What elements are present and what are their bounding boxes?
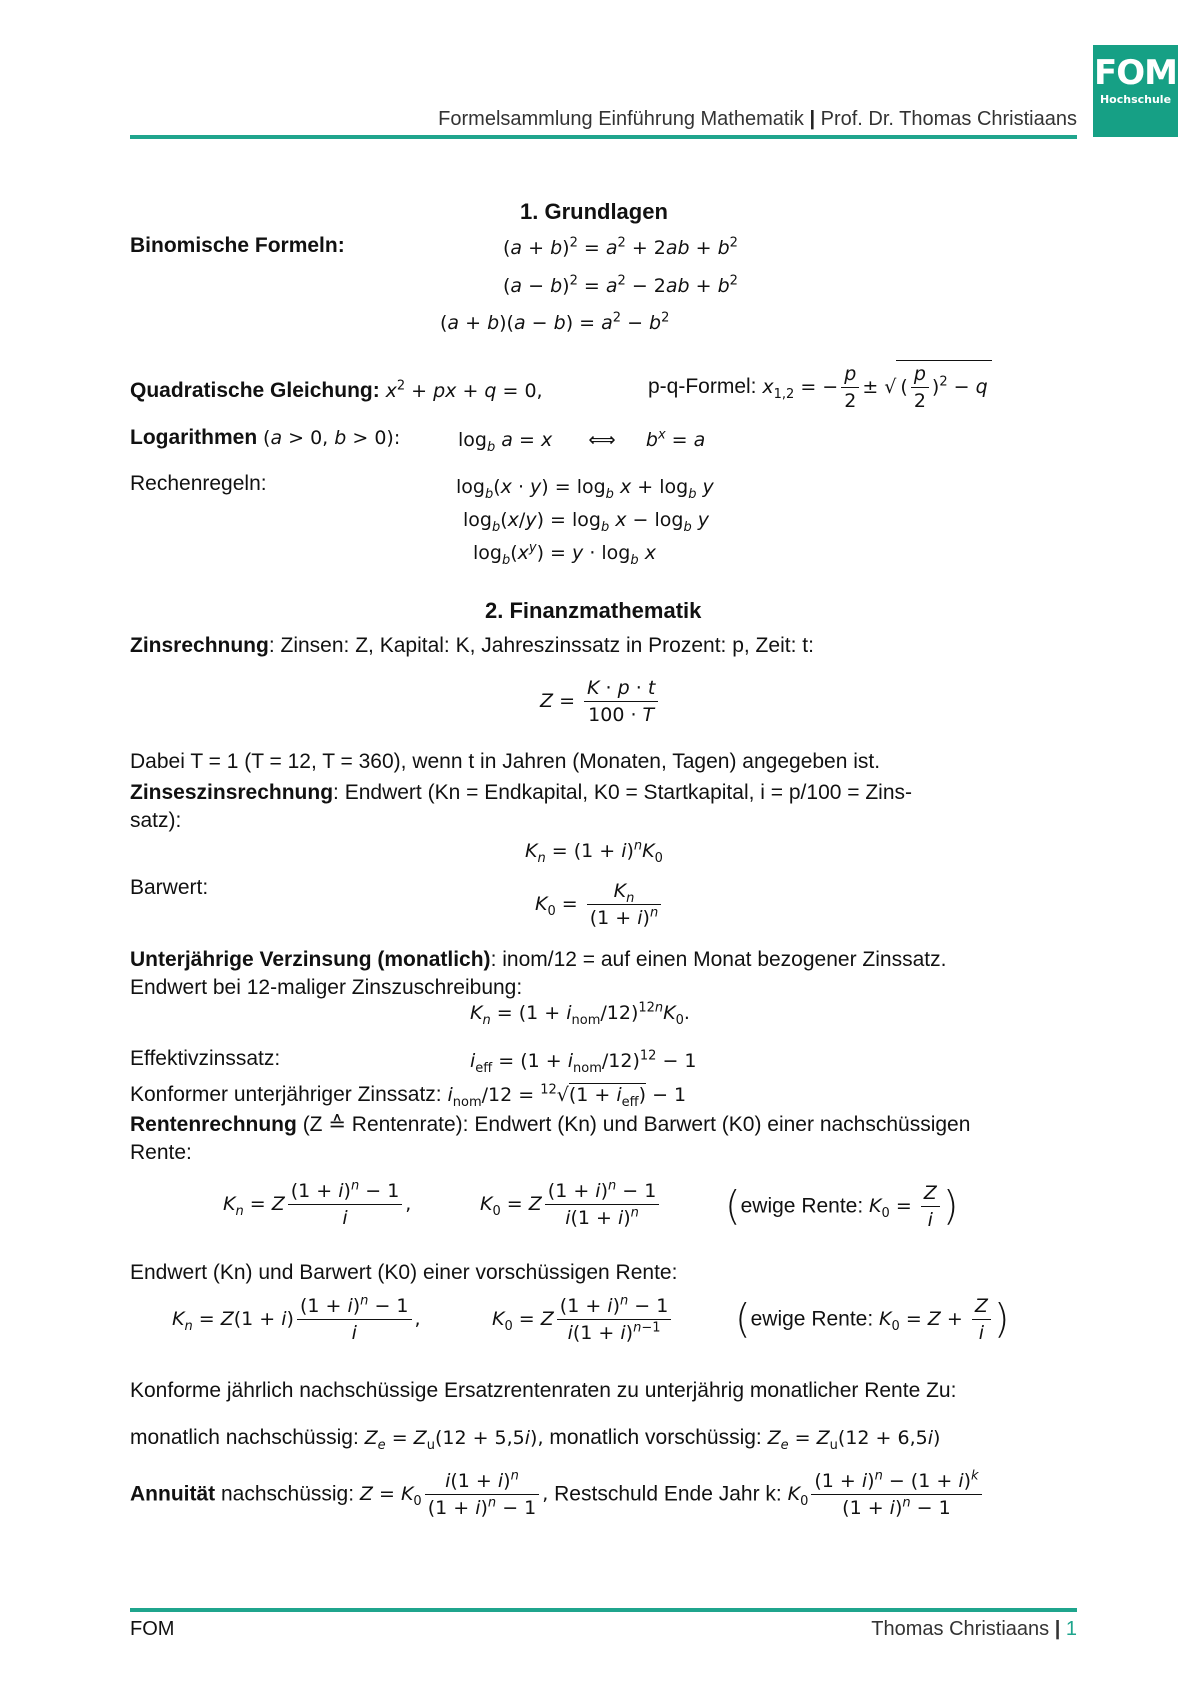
label-zinseszins: Zinseszinsrechnung xyxy=(130,781,334,804)
footer-separator: | xyxy=(1054,1618,1061,1640)
formula-quadratic: $x^2$ + px + q = 0, xyxy=(385,378,543,402)
label-zinsrechnung: Zinsrechnung xyxy=(130,634,269,657)
line-logarithmen xyxy=(130,425,400,451)
formula-pq: $x_{1,2}$ = − $\frac{p}{2}$ ± √ ( $\frac{p}{2}$ )$^2$ − q xyxy=(762,376,991,398)
header-author: Prof. Dr. Thomas Christiaans xyxy=(820,108,1077,130)
formula-zinsen: Z = $\frac{K \cdot p \cdot t}{100 \cdot T}$ xyxy=(540,675,661,728)
formula-endwert: $K_n = (1 + i)^nK_0$ xyxy=(525,838,663,866)
footer-left: FOM xyxy=(130,1618,175,1640)
label-quadratische: Quadratische Gleichung: xyxy=(130,379,380,402)
label-restschuld: Restschuld Ende Jahr k: xyxy=(554,1482,782,1506)
label-renten: Rentenrechnung xyxy=(130,1113,297,1136)
formula-restschuld: $K_0$ $\frac{(1 + i)^n - (1 + i)^k}{(1 + i)^n - 1}$ xyxy=(788,1483,985,1505)
label-barwert: Barwert: xyxy=(130,876,209,899)
header-title: Formelsammlung Einführung Mathematik xyxy=(438,108,804,130)
label-mon-vor: monatlich vorschüssig: xyxy=(549,1426,762,1449)
label-ewige1: ewige Rente: xyxy=(740,1194,864,1218)
formula-log-def: $\log_b a = x$ ⟺ $b^x = a$ xyxy=(458,427,706,455)
logo-big-text: FOM xyxy=(1094,53,1177,93)
footer-right xyxy=(871,1618,1077,1641)
label-ewige2: ewige Rente: xyxy=(750,1307,874,1331)
formula-log-quotient: $\log_b(x/y) = \log_b x - \log_b y$ xyxy=(463,509,710,535)
label-logarithmen: Logarithmen xyxy=(130,426,258,449)
text-konforme: Konforme jährlich nachschüssige Ersatzrentenraten zu unterjährig monatlicher Rente Zu: xyxy=(130,1379,957,1402)
formula-rente-nach-endwert: $K_n = Z$ $\frac{(1 + i)^n - 1}{i}$ , xyxy=(223,1178,412,1229)
formula-annuitaet: $Z = K_0$ $\frac{i(1 + i)^n}{(1 + i)^n - 1}$ , xyxy=(359,1468,549,1519)
zinseszins-description: : Endwert (Kn = Endkapital, K0 = Startkapital, i = p/100 = Zins- xyxy=(333,781,913,804)
label-konformer: Konformer unterjähriger Zinssatz: xyxy=(130,1083,442,1106)
line-konformer xyxy=(130,1082,686,1108)
line-annuitaet xyxy=(130,1468,985,1521)
line-unterjaehrig xyxy=(130,947,946,973)
logo-small-text: Hochschule xyxy=(1099,93,1172,106)
text-dabei: Dabei T = 1 (T = 12, T = 360), wenn t in Jahren (Monaten, Tagen) angegeben ist. xyxy=(130,750,881,773)
formula-effektiv: $i_{eff} = (1 + i_{nom}/12)^{12} - 1$ xyxy=(470,1048,697,1076)
formula-log-product: $\log_b(x \cdot y) = \log_b x + \log_b y$ xyxy=(456,476,714,502)
label-effektiv: Effektivzinssatz: xyxy=(130,1047,281,1070)
formula-konformer: $i_{nom}/12 = ^{12}√(1 + i_{eff}) - 1$ xyxy=(447,1082,687,1110)
label-binomische: Binomische Formeln: xyxy=(130,234,345,257)
page-number: 1 xyxy=(1065,1618,1077,1640)
section-title-grundlagen: 1. Grundlagen xyxy=(520,199,668,224)
header-separator: | xyxy=(809,108,816,130)
formula-log-power: $\log_b(x^y) = y \cdot \log_b x$ xyxy=(473,540,656,568)
line-zinseszins xyxy=(130,780,912,806)
formula-barwert: $K_0$ = $\frac{K_n}{(1 + i)^n}$ xyxy=(535,878,664,931)
formula-rente-vor-barwert: $K_0 = Z$ $\frac{(1 + i)^n - 1}{i(1 + i)^{n-1}}$ xyxy=(492,1293,674,1346)
line-quadratische xyxy=(130,378,543,404)
formula-ewige-rente-vor: (ewige Rente: $K_0 = Z$ + $\frac{Z}{i}$ ) xyxy=(735,1295,1010,1344)
label-unterjaehrig: Unterjährige Verzinsung (monatlich) xyxy=(130,948,491,971)
formula-binom-1: $(a + b)^2 = a^2 + 2ab + b^2$ xyxy=(503,235,738,259)
section-title-finanzmathematik: 2. Finanzmathematik xyxy=(485,598,702,623)
unterjaehrig-description: : inom/12 = auf einen Monat bezogener Zinssatz. xyxy=(490,948,947,971)
label-pq-formel: p-q-Formel: xyxy=(648,375,757,398)
line-monatlich xyxy=(130,1425,940,1451)
text-vorschuessig: Endwert (Kn) und Barwert (K0) einer vorschüssigen Rente: xyxy=(130,1261,678,1284)
header-rule xyxy=(130,135,1077,139)
formula-rente-vor-endwert: $K_n = Z(1 + i)$ $\frac{(1 + i)^n - 1}{i}$ , xyxy=(172,1293,421,1344)
formula-rente-nach-barwert: $K_0 = Z$ $\frac{(1 + i)^n - 1}{i(1 + i)^n}$ xyxy=(480,1178,662,1231)
label-rechenregeln: Rechenregeln: xyxy=(130,472,267,495)
page-header xyxy=(438,108,1077,131)
annuitaet-description: nachschüssig: xyxy=(221,1482,355,1506)
label-mon-nach: monatlich nachschüssig: xyxy=(130,1426,359,1449)
formula-ewige-rente-nach: (ewige Rente: $K_0$ = $\frac{Z}{i}$ ) xyxy=(725,1182,959,1231)
formula-binom-3: $(a + b)(a - b) = a^2 - b^2$ xyxy=(440,310,670,334)
label-annuitaet: Annuität xyxy=(130,1482,216,1506)
zins-description: : Zinsen: Z, Kapital: K, Jahreszinssatz in Prozent: p, Zeit: t: xyxy=(268,634,814,657)
line-renten xyxy=(130,1112,970,1138)
label-endwert12: Endwert bei 12-maliger Zinszuschreibung: xyxy=(130,976,523,999)
footer-author: Thomas Christiaans xyxy=(871,1618,1050,1640)
line-zinsrechnung xyxy=(130,633,814,659)
formula-endwert12: $K_n = (1 + i_{nom}/12)^{12n}K_0$. xyxy=(470,1000,690,1028)
zinseszins-description-2: satz): xyxy=(130,809,182,832)
formula-binom-2: $(a - b)^2 = a^2 - 2ab + b^2$ xyxy=(503,273,738,297)
footer-rule xyxy=(130,1608,1077,1612)
line-pq-formel xyxy=(648,360,992,414)
formula-mon-nach: $Z_e = Z_u(12 + 5,5i)$, xyxy=(364,1427,544,1453)
renten-description-2: Rente: xyxy=(130,1141,192,1164)
formula-mon-vor: $Z_e = Z_u(12 + 6,5i)$ xyxy=(767,1427,941,1453)
fom-logo xyxy=(1093,45,1178,137)
renten-description: (Z ≙ Rentenrate): Endwert (Kn) und Barwert (K0) einer nachschüssigen xyxy=(302,1113,971,1136)
log-conditions: (a > 0, b > 0): xyxy=(263,427,401,449)
